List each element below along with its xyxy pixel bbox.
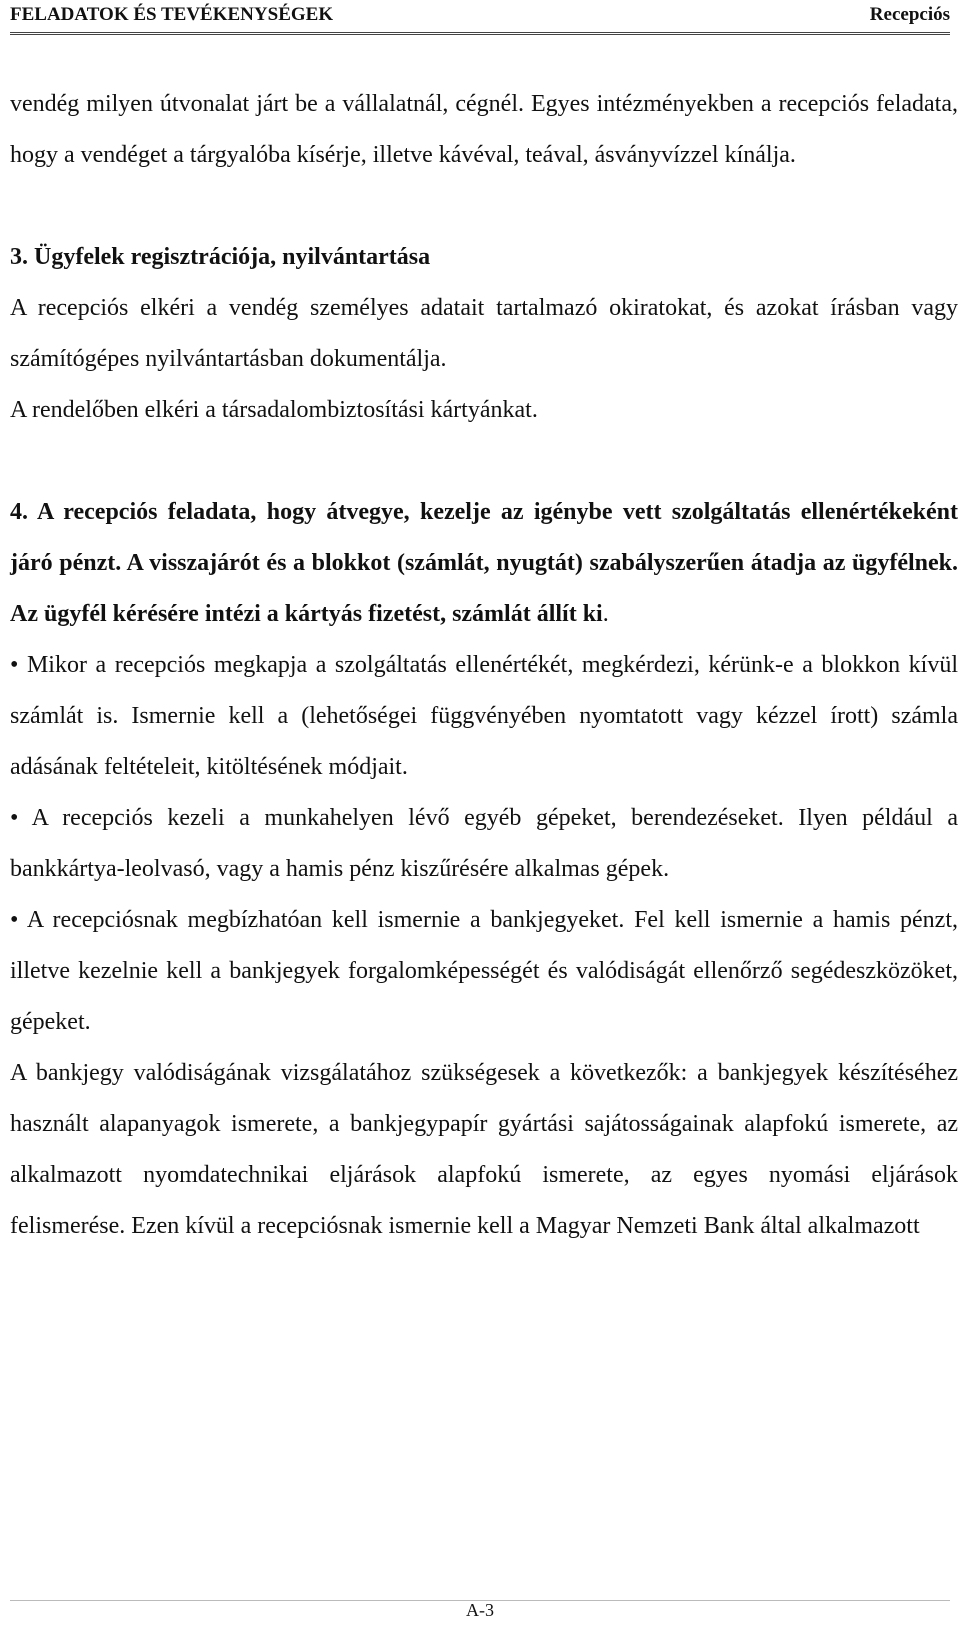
section-heading-4-text: 4. A recepciós feladata, hogy átvegye, kezelje az igénybe vett szolgáltatás ellenértékeként járó pénzt. A visszajárót és a blokkot (számlát, nyugtát) szabályszerűen átadja az ügyfélnek. Az ügyfél kérésére intézi a kártyás fizetést, számlát állít ki <box>10 499 958 627</box>
paragraph-visitor-route: vendég milyen útvonalat járt be a vállalatnál, cégnél. Egyes intézményekben a recepciós feladata, hogy a vendéget a tárgyalóba kísérje, illetve kávéval, teával, ásványvízzel kínálja. <box>10 91 958 168</box>
paragraph-banknote-authenticity: A bankjegy valódiságának vizsgálatához szükségesek a következők: a bankjegyek készítéséhez használt alapanyagok ismerete, a bankjegypapír gyártási sajátosságainak alapfokú ismerete, az alkalmazott nyomdatechnikai eljárások alapfokú ismerete, az egyes nyomási eljárások felismerése. Ezen kívül a recepciósnak ismernie kell a Magyar Nemzeti Bank által alkalmazott <box>10 1060 958 1239</box>
paragraph-spacer <box>10 181 958 232</box>
bullet-banknotes: • A recepciósnak megbízhatóan kell ismernie a bankjegyeket. Fel kell ismernie a hamis pénzt, illetve kezelnie kell a bankjegyek forgalomképességét és valódiságát ellenőrző segédeszközöket, gépeket. <box>10 907 958 1035</box>
page-number: A-3 <box>466 1600 494 1620</box>
section-heading-4 <box>10 487 958 640</box>
paragraph-clinic: A rendelőben elkéri a társadalombiztosítási kártyánkat. <box>10 397 538 423</box>
bullet-machines: • A recepciós kezeli a munkahelyen lévő egyéb gépeket, berendezéseket. Ilyen például a bankkártya-leolvasó, vagy a hamis pénz kiszűrésére alkalmas gépek. <box>10 805 958 882</box>
paragraph-registration: A recepciós elkéri a vendég személyes adatait tartalmazó okiratokat, és azokat írásban vagy számítógépes nyilvántartásban dokumentálja. <box>10 295 958 372</box>
paragraph-spacer <box>10 436 958 487</box>
bullet-invoice: • Mikor a recepciós megkapja a szolgáltatás ellenértékét, megkérdezi, kérünk-e a blokkon kívül számlát is. Ismernie kell a (lehetőségei függvényében nyomtatott vagy kézzel írott) számla adásának feltételeit, kitöltésének módjait. <box>10 652 958 780</box>
section-heading-3: 3. Ügyfelek regisztrációja, nyilvántartása <box>10 244 431 270</box>
page-body <box>10 79 958 1252</box>
section-heading-4-period: . <box>602 601 609 627</box>
header-section-title: FELADATOK ÉS TEVÉKENYSÉGEK <box>10 4 334 25</box>
header-chapter-title: Recepciós <box>869 4 950 25</box>
page-header <box>10 4 950 35</box>
